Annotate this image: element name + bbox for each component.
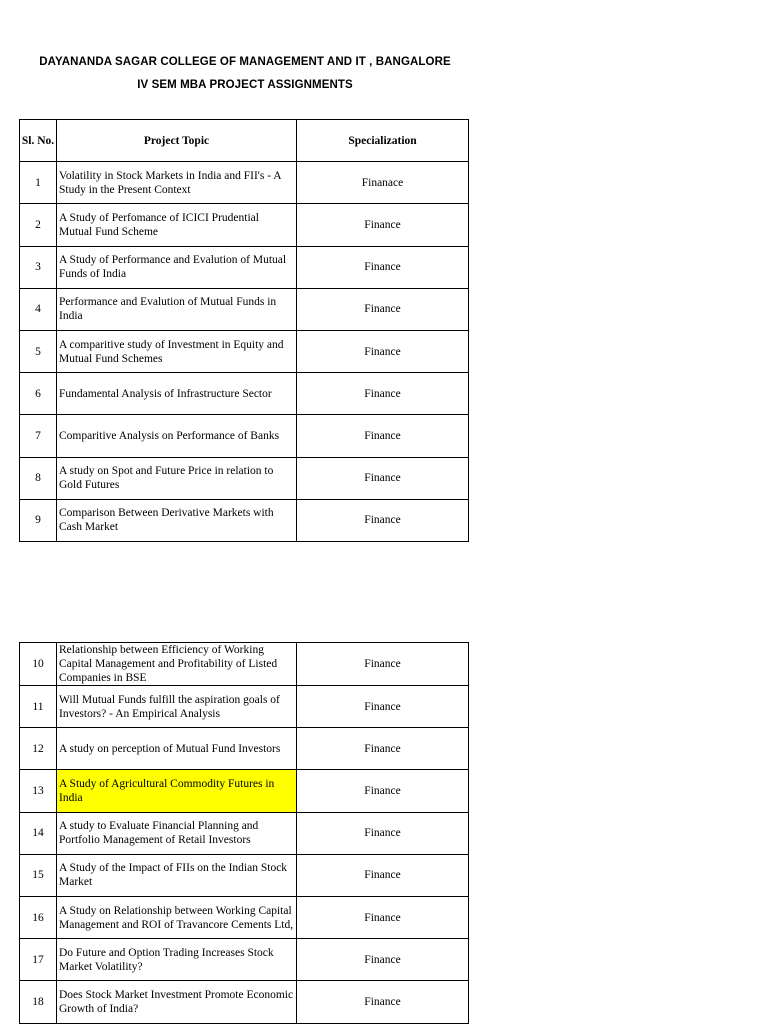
table-row — [20, 643, 469, 686]
row-project-topic: A study on Spot and Future Price in relation to Gold Futures — [57, 457, 297, 499]
table-row — [20, 204, 469, 246]
row-project-topic: A study on perception of Mutual Fund Investors — [57, 728, 297, 770]
table-row — [20, 770, 469, 812]
row-project-topic: A Study of Perfomance of ICICI Prudential Mutual Fund Scheme — [57, 204, 297, 246]
row-number: 1 — [20, 162, 57, 204]
row-specialization: Finance — [297, 330, 469, 372]
row-specialization: Finance — [297, 246, 469, 288]
row-specialization: Finance — [297, 415, 469, 457]
row-specialization: Finance — [297, 770, 469, 812]
row-specialization: Finance — [297, 373, 469, 415]
row-project-topic: Relationship between Efficiency of Working Capital Management and Profitability of Listed Companies in BSE — [57, 643, 297, 686]
row-specialization: Finance — [297, 939, 469, 981]
table-header-row — [20, 120, 469, 162]
page-subtitle: IV SEM MBA PROJECT ASSIGNMENTS — [137, 79, 353, 91]
row-number: 5 — [20, 330, 57, 372]
row-specialization: Finanace — [297, 162, 469, 204]
row-number: 9 — [20, 499, 57, 541]
row-specialization: Finance — [297, 499, 469, 541]
row-specialization: Finance — [297, 812, 469, 854]
row-number: 14 — [20, 812, 57, 854]
row-number: 6 — [20, 373, 57, 415]
row-specialization: Finance — [297, 643, 469, 686]
table-row — [20, 686, 469, 728]
row-number: 4 — [20, 288, 57, 330]
row-number: 18 — [20, 981, 57, 1023]
row-number: 13 — [20, 770, 57, 812]
row-project-topic: Will Mutual Funds fulfill the aspiration goals of Investors? - An Empirical Analysis — [57, 686, 297, 728]
row-specialization: Finance — [297, 288, 469, 330]
row-number: 12 — [20, 728, 57, 770]
table-row — [20, 330, 469, 372]
table-row — [20, 288, 469, 330]
row-specialization: Finance — [297, 896, 469, 938]
row-project-topic: A Study of Agricultural Commodity Futures in India — [57, 770, 297, 812]
table-row — [20, 981, 469, 1023]
row-specialization: Finance — [297, 854, 469, 896]
table-row — [20, 162, 469, 204]
table-row — [20, 939, 469, 981]
table-row — [20, 373, 469, 415]
table-row — [20, 499, 469, 541]
project-table-1 — [19, 119, 469, 542]
row-specialization: Finance — [297, 457, 469, 499]
table-row — [20, 415, 469, 457]
header-sl-no: Sl. No. — [20, 120, 57, 162]
table-row — [20, 246, 469, 288]
row-project-topic: Volatility in Stock Markets in India and FII's - A Study in the Present Context — [57, 162, 297, 204]
row-number: 16 — [20, 896, 57, 938]
row-specialization: Finance — [297, 981, 469, 1023]
row-number: 15 — [20, 854, 57, 896]
row-specialization: Finance — [297, 204, 469, 246]
header-project-topic: Project Topic — [57, 120, 297, 162]
row-number: 8 — [20, 457, 57, 499]
row-project-topic: A comparitive study of Investment in Equity and Mutual Fund Schemes — [57, 330, 297, 372]
row-number: 3 — [20, 246, 57, 288]
row-project-topic: A Study on Relationship between Working Capital Management and ROI of Travancore Cements Ltd, — [57, 896, 297, 938]
row-project-topic: Performance and Evalution of Mutual Funds in India — [57, 288, 297, 330]
table-row — [20, 854, 469, 896]
row-specialization: Finance — [297, 686, 469, 728]
row-project-topic: A Study of the Impact of FIIs on the Indian Stock Market — [57, 854, 297, 896]
row-project-topic: Comparitive Analysis on Performance of Banks — [57, 415, 297, 457]
page-title: DAYANANDA SAGAR COLLEGE OF MANAGEMENT AND IT , BANGALORE — [39, 56, 451, 68]
table-row — [20, 812, 469, 854]
row-number: 17 — [20, 939, 57, 981]
row-number: 2 — [20, 204, 57, 246]
table-row — [20, 728, 469, 770]
row-project-topic: A study to Evaluate Financial Planning and Portfolio Management of Retail Investors — [57, 812, 297, 854]
row-project-topic: Do Future and Option Trading Increases Stock Market Volatility? — [57, 939, 297, 981]
row-project-topic: Comparison Between Derivative Markets with Cash Market — [57, 499, 297, 541]
row-number: 11 — [20, 686, 57, 728]
row-specialization: Finance — [297, 728, 469, 770]
row-project-topic: A Study of Performance and Evalution of Mutual Funds of India — [57, 246, 297, 288]
header-specialization: Specialization — [297, 120, 469, 162]
row-number: 7 — [20, 415, 57, 457]
row-project-topic: Does Stock Market Investment Promote Economic Growth of India? — [57, 981, 297, 1023]
row-project-topic: Fundamental Analysis of Infrastructure Sector — [57, 373, 297, 415]
table-row — [20, 457, 469, 499]
project-table-2 — [19, 642, 469, 1024]
row-number: 10 — [20, 643, 57, 686]
table-row — [20, 896, 469, 938]
